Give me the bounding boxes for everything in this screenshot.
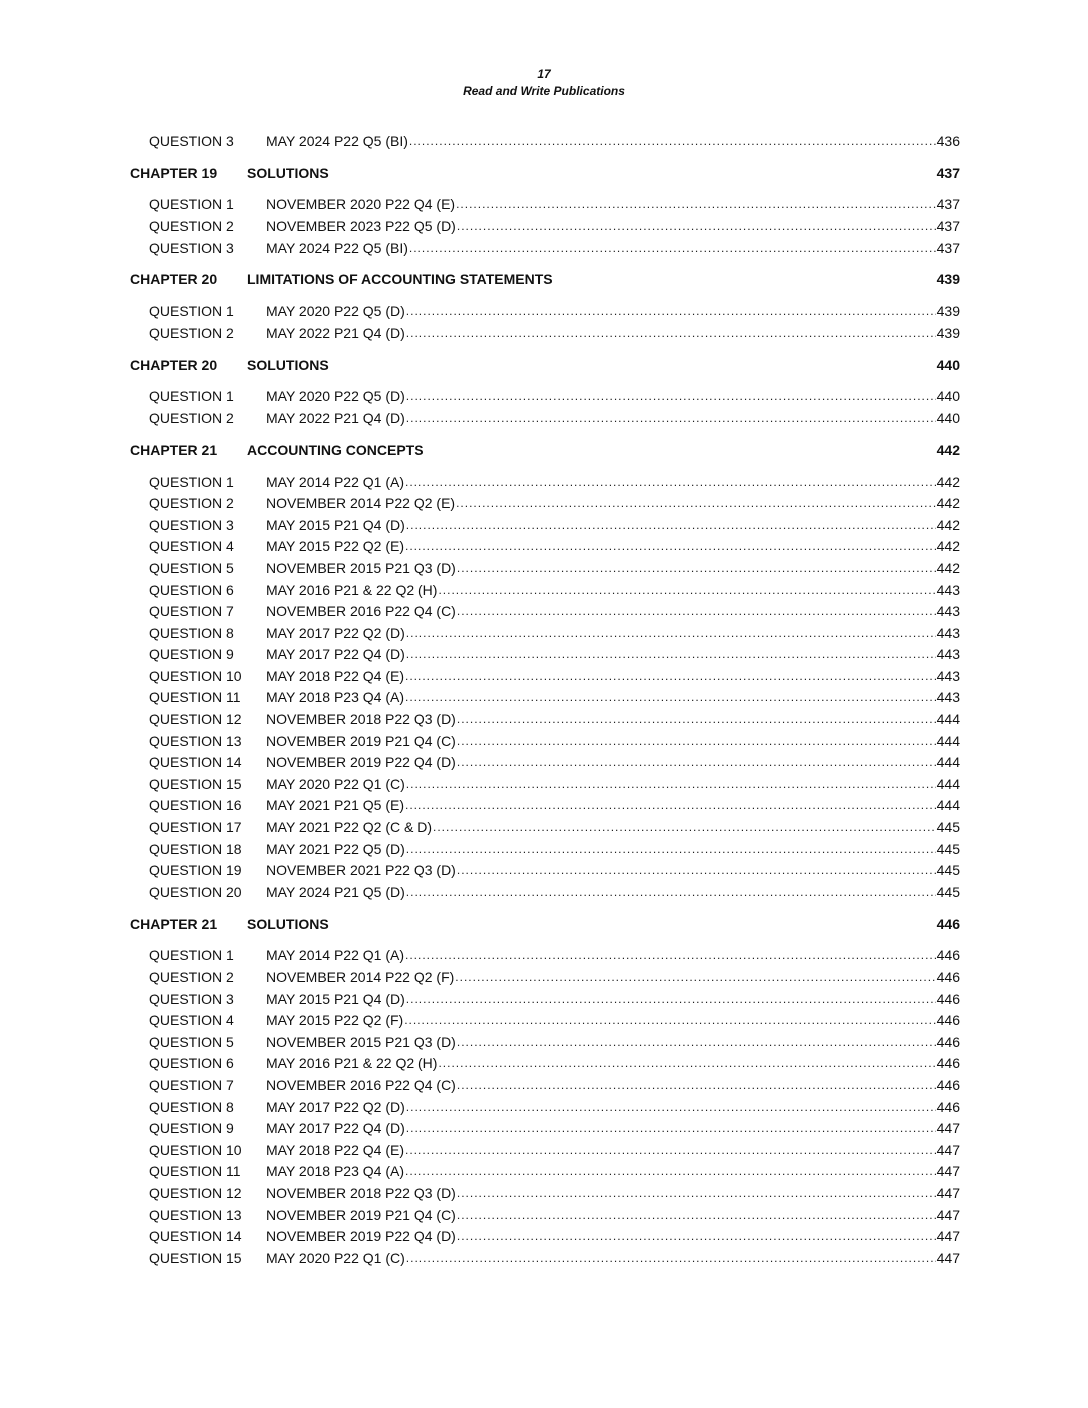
question-label: QUESTION 10 xyxy=(149,667,242,684)
page-number-ref: 443 xyxy=(936,689,960,706)
toc-entry[interactable] xyxy=(130,322,960,344)
question-reference: MAY 2020 P22 Q1 (C) xyxy=(266,1249,405,1266)
question-label: QUESTION 4 xyxy=(149,538,234,555)
dot-leader xyxy=(438,583,935,597)
chapter-heading[interactable] xyxy=(130,268,960,290)
toc-entry[interactable] xyxy=(130,816,960,838)
page-number-ref: 447 xyxy=(936,1120,960,1137)
question-label: QUESTION 1 xyxy=(149,473,234,490)
page-number-ref: 443 xyxy=(936,624,960,641)
dot-leader xyxy=(406,1100,936,1114)
page-number-ref: 444 xyxy=(936,754,960,771)
question-reference: MAY 2017 P22 Q2 (D) xyxy=(266,1098,405,1115)
question-label: QUESTION 6 xyxy=(149,581,234,598)
question-label: QUESTION 17 xyxy=(149,819,242,836)
dot-leader xyxy=(457,1208,936,1222)
question-reference: NOVEMBER 2015 P21 Q3 (D) xyxy=(266,559,456,576)
question-label: QUESTION 2 xyxy=(149,969,234,986)
question-reference: MAY 2016 P21 & 22 Q2 (H) xyxy=(266,581,438,598)
toc-entry[interactable] xyxy=(130,838,960,860)
question-label: QUESTION 2 xyxy=(149,324,234,341)
chapter-number: CHAPTER 20 xyxy=(130,271,218,288)
toc-entry[interactable] xyxy=(130,1161,960,1183)
toc-entry[interactable] xyxy=(130,988,960,1010)
page-number-ref: 440 xyxy=(936,388,960,405)
question-reference: NOVEMBER 2014 P22 Q2 (E) xyxy=(266,495,456,512)
toc-entry[interactable] xyxy=(130,1247,960,1269)
dot-leader xyxy=(409,134,936,148)
question-label: QUESTION 1 xyxy=(149,303,234,320)
page-number-ref: 447 xyxy=(936,1228,960,1245)
page-number-ref: 442 xyxy=(936,516,960,533)
question-label: QUESTION 12 xyxy=(149,711,242,728)
question-reference: NOVEMBER 2020 P22 Q4 (E) xyxy=(266,196,456,213)
question-reference: MAY 2020 P22 Q5 (D) xyxy=(266,303,405,320)
question-label: QUESTION 5 xyxy=(149,1033,234,1050)
question-label: QUESTION 13 xyxy=(149,732,242,749)
chapter-page: 442 xyxy=(936,441,960,458)
page-number-ref: 446 xyxy=(936,990,960,1007)
page-number-ref: 444 xyxy=(936,711,960,728)
page-number-ref: 437 xyxy=(936,239,960,256)
toc-entry[interactable] xyxy=(130,536,960,558)
question-label: QUESTION 2 xyxy=(149,409,234,426)
dot-leader xyxy=(457,712,936,726)
toc-entry[interactable] xyxy=(130,1225,960,1247)
question-reference: NOVEMBER 2016 P22 Q4 (C) xyxy=(266,1076,456,1093)
toc-entry[interactable] xyxy=(130,859,960,881)
page-number-ref: 447 xyxy=(936,1206,960,1223)
page-number-ref: 439 xyxy=(936,324,960,341)
dot-leader xyxy=(405,690,936,704)
question-reference: NOVEMBER 2019 P21 Q4 (C) xyxy=(266,732,456,749)
page-number-ref: 443 xyxy=(936,667,960,684)
toc-entry[interactable] xyxy=(130,1117,960,1139)
page-number-ref: 446 xyxy=(936,947,960,964)
dot-leader xyxy=(457,863,936,877)
question-reference: MAY 2018 P22 Q4 (E) xyxy=(266,1141,404,1158)
dot-leader xyxy=(405,539,936,553)
dot-leader xyxy=(457,1229,936,1243)
dot-leader xyxy=(406,842,936,856)
page-number-ref: 445 xyxy=(936,883,960,900)
dot-leader xyxy=(457,755,936,769)
table-of-contents xyxy=(130,130,960,1269)
question-label: QUESTION 11 xyxy=(149,1163,241,1180)
chapter-heading[interactable] xyxy=(130,354,960,376)
question-reference: NOVEMBER 2021 P22 Q3 (D) xyxy=(266,862,456,879)
page-number-ref: 446 xyxy=(936,1098,960,1115)
page-number-ref: 447 xyxy=(936,1184,960,1201)
page-number-ref: 443 xyxy=(936,603,960,620)
dot-leader xyxy=(406,992,936,1006)
dot-leader xyxy=(405,948,936,962)
page-number-ref: 447 xyxy=(936,1249,960,1266)
question-reference: NOVEMBER 2016 P22 Q4 (C) xyxy=(266,603,456,620)
question-label: QUESTION 3 xyxy=(149,990,234,1007)
dot-leader xyxy=(457,734,936,748)
dot-leader xyxy=(406,411,936,425)
question-label: QUESTION 2 xyxy=(149,217,234,234)
toc-entry[interactable] xyxy=(130,579,960,601)
dot-leader xyxy=(457,1078,936,1092)
page-number-ref: 445 xyxy=(936,840,960,857)
question-reference: NOVEMBER 2015 P21 Q3 (D) xyxy=(266,1033,456,1050)
toc-entry[interactable] xyxy=(130,1031,960,1053)
chapter-page: 446 xyxy=(936,915,960,932)
page-number-ref: 446 xyxy=(936,969,960,986)
question-reference: MAY 2017 P22 Q4 (D) xyxy=(266,646,405,663)
publisher-name: Read and Write Publications xyxy=(463,84,625,98)
toc-entry[interactable] xyxy=(130,130,960,152)
dot-leader xyxy=(457,219,936,233)
toc-entry[interactable] xyxy=(130,194,960,216)
question-reference: MAY 2021 P22 Q2 (C & D) xyxy=(266,819,432,836)
toc-entry[interactable] xyxy=(130,665,960,687)
dot-leader xyxy=(405,1164,936,1178)
question-reference: MAY 2014 P22 Q1 (A) xyxy=(266,947,404,964)
question-reference: MAY 2020 P22 Q5 (D) xyxy=(266,388,405,405)
question-reference: MAY 2014 P22 Q1 (A) xyxy=(266,473,404,490)
question-label: QUESTION 1 xyxy=(149,196,234,213)
page-number-ref: 436 xyxy=(936,132,960,149)
question-reference: MAY 2015 P22 Q2 (E) xyxy=(266,538,404,555)
question-reference: MAY 2015 P21 Q4 (D) xyxy=(266,516,405,533)
dot-leader xyxy=(406,885,936,899)
question-reference: NOVEMBER 2019 P22 Q4 (D) xyxy=(266,754,456,771)
chapter-page: 439 xyxy=(936,271,960,288)
question-reference: MAY 2015 P22 Q2 (F) xyxy=(266,1012,404,1029)
question-label: QUESTION 1 xyxy=(149,947,234,964)
page-number-ref: 442 xyxy=(936,473,960,490)
page-number-ref: 444 xyxy=(936,775,960,792)
chapter-page: 440 xyxy=(936,356,960,373)
toc-entry[interactable] xyxy=(130,471,960,493)
dot-leader xyxy=(456,197,936,211)
question-reference: MAY 2018 P22 Q4 (E) xyxy=(266,667,404,684)
question-label: QUESTION 19 xyxy=(149,862,242,879)
dot-leader xyxy=(406,326,936,340)
toc-entry[interactable] xyxy=(130,1074,960,1096)
page-number-ref: 446 xyxy=(936,1033,960,1050)
toc-entry[interactable] xyxy=(130,1053,960,1075)
toc-entry[interactable] xyxy=(130,557,960,579)
chapter-title: SOLUTIONS xyxy=(247,164,329,181)
dot-leader xyxy=(406,518,936,532)
question-label: QUESTION 20 xyxy=(149,883,242,900)
question-label: QUESTION 3 xyxy=(149,132,234,149)
page-number: 17 xyxy=(537,67,551,81)
chapter-page: 437 xyxy=(936,164,960,181)
page-number-ref: 447 xyxy=(936,1163,960,1180)
dot-leader xyxy=(405,475,936,489)
dot-leader xyxy=(457,1035,936,1049)
question-label: QUESTION 9 xyxy=(149,1120,234,1137)
chapter-title: SOLUTIONS xyxy=(247,915,329,932)
toc-entry[interactable] xyxy=(130,687,960,709)
page-number-ref: 444 xyxy=(936,732,960,749)
question-reference: MAY 2024 P22 Q5 (BI) xyxy=(266,239,408,256)
question-reference: MAY 2022 P21 Q4 (D) xyxy=(266,409,405,426)
question-label: QUESTION 1 xyxy=(149,388,234,405)
dot-leader xyxy=(406,647,936,661)
question-label: QUESTION 8 xyxy=(149,624,234,641)
toc-entry[interactable] xyxy=(130,1182,960,1204)
question-label: QUESTION 7 xyxy=(149,603,234,620)
dot-leader xyxy=(409,241,936,255)
question-label: QUESTION 14 xyxy=(149,1228,242,1245)
page-header xyxy=(0,66,1088,100)
question-reference: MAY 2015 P21 Q4 (D) xyxy=(266,990,405,1007)
chapter-title: SOLUTIONS xyxy=(247,356,329,373)
dot-leader xyxy=(457,604,936,618)
chapter-heading[interactable] xyxy=(130,162,960,184)
question-reference: MAY 2018 P23 Q4 (A) xyxy=(266,1163,404,1180)
question-reference: NOVEMBER 2023 P22 Q5 (D) xyxy=(266,217,456,234)
question-label: QUESTION 16 xyxy=(149,797,242,814)
toc-entry[interactable] xyxy=(130,492,960,514)
dot-leader xyxy=(404,1013,935,1027)
toc-entry[interactable] xyxy=(130,600,960,622)
page-number-ref: 437 xyxy=(936,196,960,213)
question-label: QUESTION 15 xyxy=(149,1249,242,1266)
toc-entry[interactable] xyxy=(130,1139,960,1161)
toc-entry[interactable] xyxy=(130,386,960,408)
chapter-title: ACCOUNTING CONCEPTS xyxy=(247,441,424,458)
toc-entry[interactable] xyxy=(130,945,960,967)
question-label: QUESTION 5 xyxy=(149,559,234,576)
dot-leader xyxy=(406,1251,936,1265)
toc-entry[interactable] xyxy=(130,1009,960,1031)
page-number-ref: 446 xyxy=(936,1076,960,1093)
dot-leader xyxy=(406,626,936,640)
dot-leader xyxy=(438,1056,935,1070)
dot-leader xyxy=(457,1186,936,1200)
page-number-ref: 442 xyxy=(936,495,960,512)
question-reference: NOVEMBER 2018 P22 Q3 (D) xyxy=(266,711,456,728)
dot-leader xyxy=(405,669,936,683)
toc-entry[interactable] xyxy=(130,514,960,536)
question-label: QUESTION 3 xyxy=(149,516,234,533)
page-number-ref: 439 xyxy=(936,303,960,320)
dot-leader xyxy=(455,970,935,984)
chapter-heading[interactable] xyxy=(130,913,960,935)
dot-leader xyxy=(406,777,936,791)
question-label: QUESTION 13 xyxy=(149,1206,242,1223)
question-reference: MAY 2024 P21 Q5 (D) xyxy=(266,883,405,900)
dot-leader xyxy=(405,1143,936,1157)
page-number-ref: 443 xyxy=(936,646,960,663)
toc-entry[interactable] xyxy=(130,751,960,773)
question-reference: MAY 2024 P22 Q5 (BI) xyxy=(266,132,408,149)
toc-entry[interactable] xyxy=(130,773,960,795)
page-number-ref: 442 xyxy=(936,538,960,555)
question-reference: MAY 2021 P22 Q5 (D) xyxy=(266,840,405,857)
question-label: QUESTION 15 xyxy=(149,775,242,792)
question-reference: MAY 2017 P22 Q2 (D) xyxy=(266,624,405,641)
question-reference: MAY 2022 P21 Q4 (D) xyxy=(266,324,405,341)
page-number-ref: 445 xyxy=(936,862,960,879)
question-label: QUESTION 11 xyxy=(149,689,241,706)
toc-entry[interactable] xyxy=(130,237,960,259)
question-label: QUESTION 8 xyxy=(149,1098,234,1115)
question-reference: MAY 2018 P23 Q4 (A) xyxy=(266,689,404,706)
question-label: QUESTION 14 xyxy=(149,754,242,771)
dot-leader xyxy=(433,820,936,834)
question-label: QUESTION 6 xyxy=(149,1055,234,1072)
question-reference: NOVEMBER 2018 P22 Q3 (D) xyxy=(266,1184,456,1201)
question-label: QUESTION 7 xyxy=(149,1076,234,1093)
question-reference: MAY 2020 P22 Q1 (C) xyxy=(266,775,405,792)
question-label: QUESTION 10 xyxy=(149,1141,242,1158)
toc-entry[interactable] xyxy=(130,730,960,752)
question-reference: MAY 2021 P21 Q5 (E) xyxy=(266,797,404,814)
dot-leader xyxy=(456,496,936,510)
question-label: QUESTION 9 xyxy=(149,646,234,663)
question-label: QUESTION 2 xyxy=(149,495,234,512)
toc-entry[interactable] xyxy=(130,644,960,666)
page-number-ref: 443 xyxy=(936,581,960,598)
dot-leader xyxy=(406,389,936,403)
chapter-number: CHAPTER 19 xyxy=(130,164,218,181)
question-reference: NOVEMBER 2019 P22 Q4 (D) xyxy=(266,1228,456,1245)
question-label: QUESTION 18 xyxy=(149,840,242,857)
page-number-ref: 447 xyxy=(936,1141,960,1158)
toc-entry[interactable] xyxy=(130,407,960,429)
chapter-number: CHAPTER 21 xyxy=(130,441,218,458)
dot-leader xyxy=(406,1121,936,1135)
page-number-ref: 444 xyxy=(936,797,960,814)
question-label: QUESTION 3 xyxy=(149,239,234,256)
dot-leader xyxy=(405,798,936,812)
question-label: QUESTION 4 xyxy=(149,1012,234,1029)
question-reference: NOVEMBER 2014 P22 Q2 (F) xyxy=(266,969,455,986)
page-number-ref: 445 xyxy=(936,819,960,836)
toc-entry[interactable] xyxy=(130,795,960,817)
page-number-ref: 440 xyxy=(936,409,960,426)
toc-entry[interactable] xyxy=(130,622,960,644)
question-label: QUESTION 12 xyxy=(149,1184,242,1201)
question-reference: MAY 2017 P22 Q4 (D) xyxy=(266,1120,405,1137)
chapter-number: CHAPTER 21 xyxy=(130,915,218,932)
toc-entry[interactable] xyxy=(130,300,960,322)
dot-leader xyxy=(457,561,936,575)
page-number-ref: 446 xyxy=(936,1055,960,1072)
page-number-ref: 437 xyxy=(936,217,960,234)
toc-entry[interactable] xyxy=(130,881,960,903)
chapter-number: CHAPTER 20 xyxy=(130,356,218,373)
page-number-ref: 442 xyxy=(936,559,960,576)
question-reference: MAY 2016 P21 & 22 Q2 (H) xyxy=(266,1055,438,1072)
toc-entry[interactable] xyxy=(130,966,960,988)
question-reference: NOVEMBER 2019 P21 Q4 (C) xyxy=(266,1206,456,1223)
page-number-ref: 446 xyxy=(936,1012,960,1029)
chapter-title: LIMITATIONS OF ACCOUNTING STATEMENTS xyxy=(247,271,553,288)
dot-leader xyxy=(406,304,936,318)
chapter-heading[interactable] xyxy=(130,439,960,461)
toc-entry[interactable] xyxy=(130,215,960,237)
toc-entry[interactable] xyxy=(130,1204,960,1226)
toc-entry[interactable] xyxy=(130,1096,960,1118)
toc-entry[interactable] xyxy=(130,708,960,730)
